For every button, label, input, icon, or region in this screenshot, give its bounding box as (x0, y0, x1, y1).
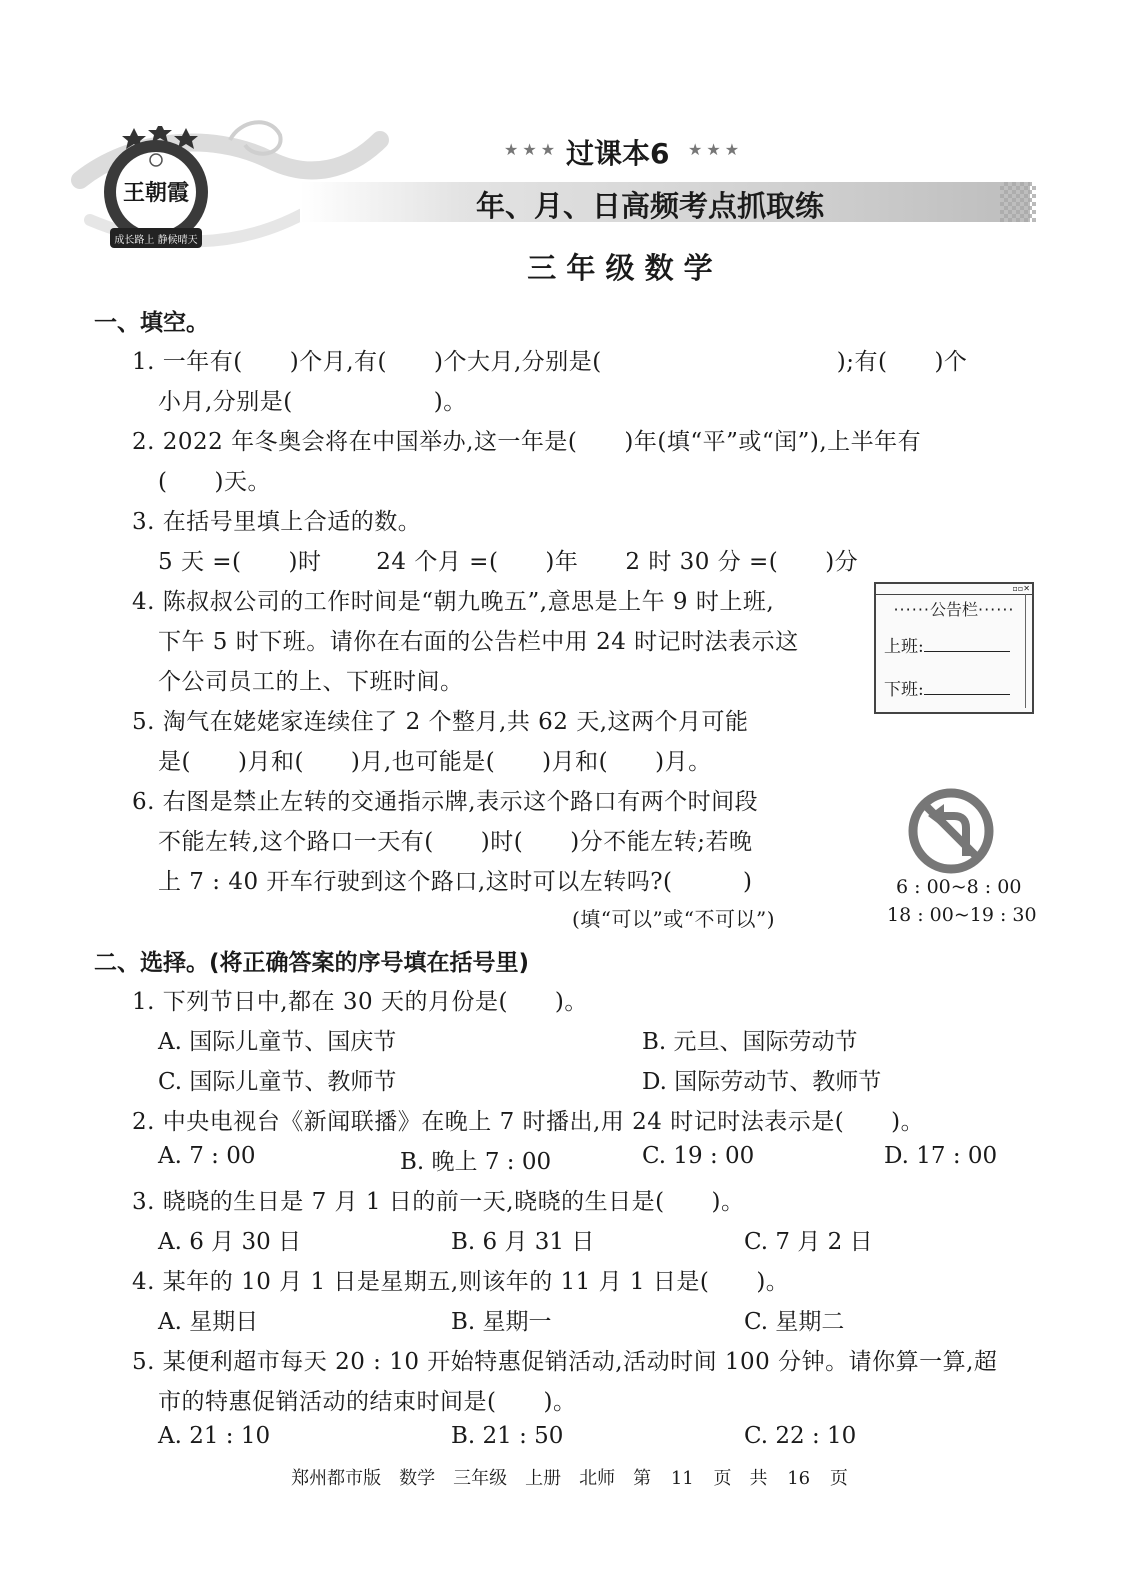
q2-line2: ( )天。 (158, 469, 271, 495)
q2-line1: 2. 2022 年冬奥会将在中国举办,这一年是( )年(填“平”或“闰”),上半年有 (132, 429, 922, 455)
notice-start-label: 上班: (884, 637, 924, 657)
s2-q5-option-a: A. 21 : 10 (158, 1423, 271, 1449)
notice-board-title-text: 公告栏 (929, 600, 978, 619)
sign-time-1: 6 : 00~8 : 00 (896, 876, 1022, 898)
q5-line2: 是( )月和( )月,也可能是( )月和( )月。 (158, 749, 712, 775)
s2-q3-stem: 3. 晓晓的生日是 7 月 1 日的前一天,晓晓的生日是( )。 (132, 1189, 745, 1215)
notice-end-blank (924, 676, 1010, 695)
title-band-pattern (1000, 182, 1036, 222)
s2-q2-option-c: C. 19 : 00 (642, 1143, 755, 1169)
q4-line2: 下午 5 时下班。请你在右面的公告栏中用 24 时记时法表示这 (158, 629, 799, 655)
s2-q2-stem: 2. 中央电视台《新闻联播》在晚上 7 时播出,用 24 时记时法表示是( )。 (132, 1109, 925, 1135)
series-label: 过课本6 (566, 137, 670, 170)
s2-q3-option-a: A. 6 月 30 日 (158, 1229, 302, 1255)
s2-q1-option-d: D. 国际劳动节、教师节 (642, 1069, 882, 1095)
series-stars-left: ★★★ (504, 140, 560, 159)
logo-name: 王朝霞 (122, 180, 189, 206)
q6-note: (填“可以”或“不可以”) (572, 907, 776, 931)
s2-q4-stem: 4. 某年的 10 月 1 日是星期五,则该年的 11 月 1 日是( )。 (132, 1269, 790, 1295)
s2-q2-option-a: A. 7 : 00 (158, 1143, 256, 1169)
notice-start-row (884, 632, 1032, 657)
q6-line1: 6. 右图是禁止左转的交通指示牌,表示这个路口有两个时间段 (132, 789, 759, 815)
s2-q4-option-b: B. 星期一 (451, 1309, 552, 1335)
series-stars-right: ★★★ (688, 140, 744, 159)
s2-q1-stem: 1. 下列节日中,都在 30 天的月份是( )。 (132, 989, 588, 1015)
s2-q5-option-c: C. 22 : 10 (744, 1423, 857, 1449)
q3-line2: 5 天 =( )时 24 个月 =( )年 2 时 30 分 =( )分 (158, 549, 859, 575)
sign-time-2: 18 : 00~19 : 30 (887, 904, 1037, 926)
topic-title: 年、月、日高频考点抓取练 (475, 189, 824, 223)
s2-q2-option-d: D. 17 : 00 (884, 1143, 998, 1169)
s2-q1-option-b: B. 元旦、国际劳动节 (642, 1029, 858, 1055)
notice-end-row (884, 675, 1032, 700)
q3-line1: 3. 在括号里填上合适的数。 (132, 509, 422, 535)
logo-motto: 成长路上 静候晴天 (114, 235, 198, 246)
q6-line3: 上 7 : 40 开车行驶到这个路口,这时可以左转吗?( ) (158, 869, 753, 895)
s2-q5-option-b: B. 21 : 50 (451, 1423, 564, 1449)
notice-start-blank (924, 633, 1010, 652)
q4-line1: 4. 陈叔叔公司的工作时间是“朝九晚五”,意思是上午 9 时上班, (132, 589, 775, 615)
notice-board (874, 582, 1034, 714)
q5-line1: 5. 淘气在姥姥家连续住了 2 个整月,共 62 天,这两个月可能 (132, 709, 749, 735)
s2-q3-option-c: C. 7 月 2 日 (744, 1229, 873, 1255)
s2-q5-line2: 市的特惠促销活动的结束时间是( )。 (158, 1389, 577, 1415)
notice-board-titlebar (876, 584, 1032, 595)
q4-line3: 个公司员工的上、下班时间。 (158, 669, 464, 695)
q1-line2: 小月,分别是( )。 (158, 389, 467, 415)
s2-q1-option-a: A. 国际儿童节、国庆节 (158, 1029, 397, 1055)
page-footer: 郑州都市版 数学 三年级 上册 北师 第 11 页 共 16 页 (291, 1468, 848, 1489)
window-controls-icon: ▫▫✕ (1012, 584, 1030, 593)
notice-end-label: 下班: (884, 680, 924, 700)
section1-title: 一、填空。 (94, 310, 209, 336)
notice-board-title: ······公告栏······ (893, 600, 1015, 619)
q1-line1: 1. 一年有( )个月,有( )个大月,分别是( );有( )个 (132, 349, 968, 375)
s2-q3-option-b: B. 6 月 31 日 (451, 1229, 595, 1255)
s2-q1-option-c: C. 国际儿童节、教师节 (158, 1069, 397, 1095)
logo-badge (100, 126, 212, 258)
s2-q5-line1: 5. 某便利超市每天 20 : 10 开始特惠促销活动,活动时间 100 分钟。请你算一算,超 (132, 1349, 998, 1375)
s2-q2-option-b: B. 晚上 7 : 00 (400, 1149, 552, 1175)
section2-title: 二、选择。(将正确答案的序号填在括号里) (94, 950, 530, 976)
s2-q4-option-a: A. 星期日 (158, 1309, 259, 1335)
notice-scrollbar (1025, 594, 1032, 708)
subject-title: 三 年 级 数 学 (527, 251, 713, 285)
q6-line2: 不能左转,这个路口一天有( )时( )分不能左转;若晚 (158, 829, 753, 855)
no-left-turn-sign-icon (906, 786, 996, 876)
s2-q4-option-c: C. 星期二 (744, 1309, 845, 1335)
